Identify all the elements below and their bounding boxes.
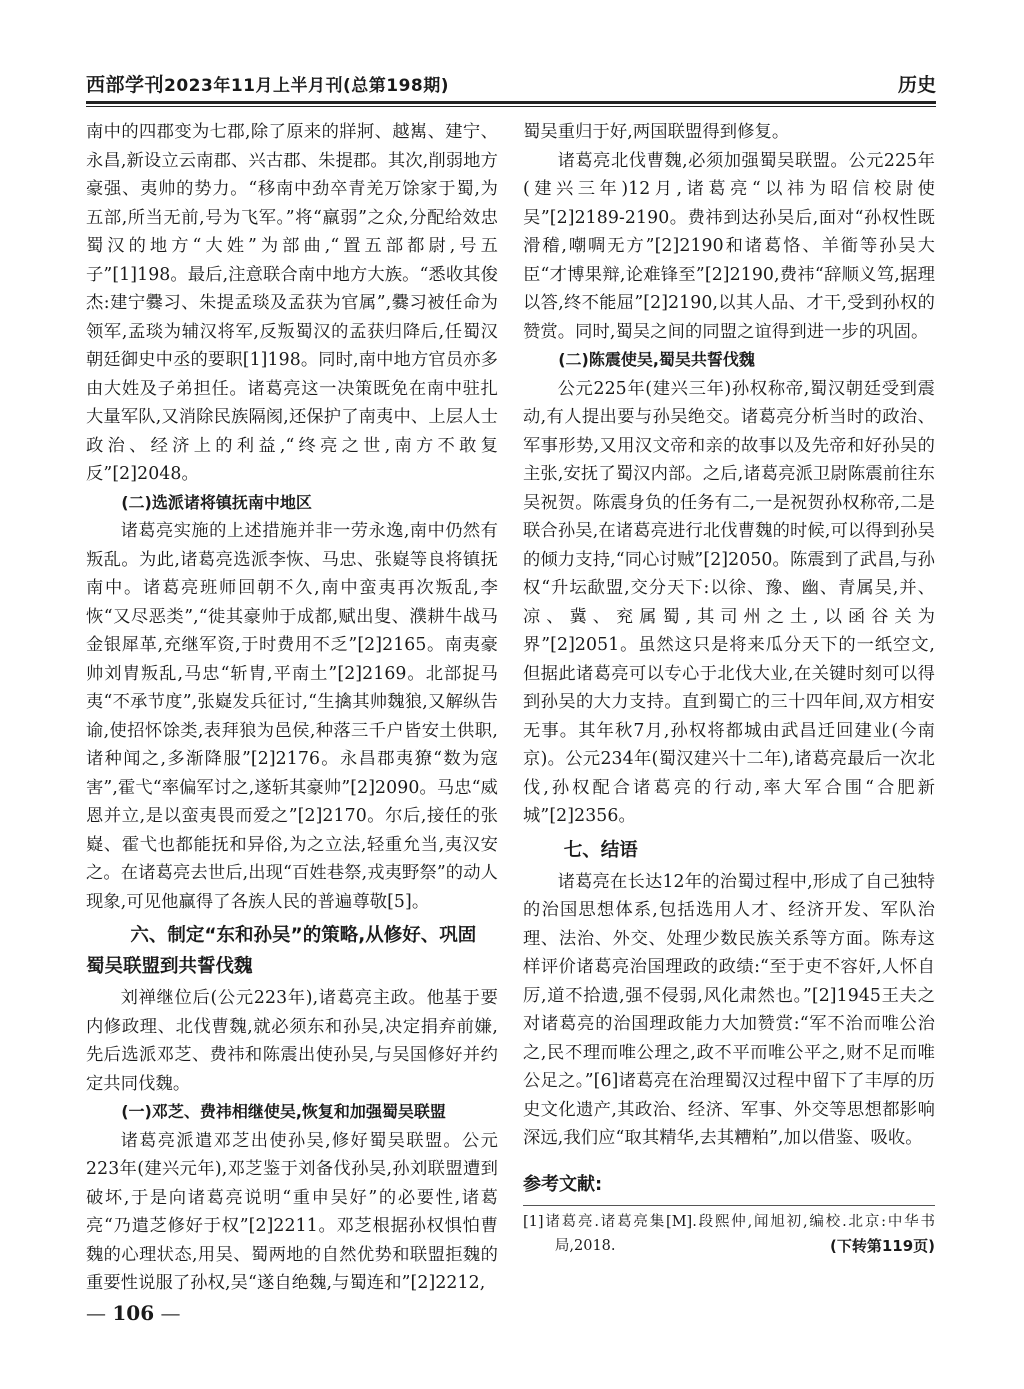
running-header: [86, 70, 936, 98]
page-number-dash: —: [86, 1301, 113, 1325]
paragraph: 诸葛亮在长达12年的治蜀过程中,形成了自己独特的治国思想体系,包括选用人才、经济开发、军队治理、法治、外交、处理少数民族关系等方面。陈寿这样评价诸葛亮治国理政的政绩:“至于吏不容奸,人怀自厉,道不拾遗,强不侵弱,风化肃然也。”[2]1945王夫之对诸葛亮的治国理政能力大加赞赏:“军不治而唯公治之,民不理而唯公理之,政不平而唯公平之,财不足而唯公足之。”[6]诸葛亮在治理蜀汉过程中留下了丰厚的历史文化遗产,其政治、经济、军事、外交等思想都影响深远,我们应“取其精华,去其糟粕”,加以借鉴、吸收。: [523, 871, 935, 1148]
section-heading: [86, 920, 498, 982]
section-heading-line1: 六、制定“东和孙吴”的策略,从修好、巩固: [130, 925, 477, 946]
issue-info: 2023年11月上半月刊(总第198期): [164, 76, 450, 96]
page-number-value: 106: [112, 1301, 155, 1325]
header-rule-thick: [86, 101, 936, 104]
left-column: [86, 118, 498, 1298]
continued-note: (下转第119页): [829, 1236, 935, 1255]
section-name: 历史: [897, 74, 936, 96]
page-number-dash: —: [154, 1301, 181, 1325]
paragraph: 蜀吴重归于好,两国联盟得到修复。: [523, 122, 790, 142]
right-column: [523, 118, 935, 1258]
paragraph: 诸葛亮派遣邓芝出使孙吴,修好蜀吴联盟。公元223年(建兴元年),邓芝鉴于刘备伐孙吴,孙刘联盟遭到破坏,于是向诸葛亮说明“重申吴好”的必要性,诸葛亮“乃遣芝修好于权”[2]2211。邓芝根据孙权惧怕曹魏的心理状态,用吴、蜀两地的自然优势和联盟拒魏的重要性说服了孙权,吴“遂自绝魏,与蜀连和”[2]2212,: [86, 1130, 498, 1293]
journal-name: 西部学刊: [86, 74, 165, 96]
paragraph: 公元225年(建兴三年)孙权称帝,蜀汉朝廷受到震动,有人提出要与孙吴绝交。诸葛亮分析当时的政治、军事形势,又用汉文帝和亲的故事以及先帝和好孙吴的主张,安抚了蜀汉内部。之后,诸葛亮派卫尉陈震前往东吴祝贺。陈震身负的任务有二,一是祝贺孙权称帝,二是联合孙吴,在诸葛亮进行北伐曹魏的时候,可以得到孙吴的倾力支持,“同心讨贼”[2]2050。陈震到了武昌,与孙权“升坛歃盟,交分天下:以徐、豫、幽、青属吴,并、凉、冀、兖属蜀,其司州之土,以函谷关为界”[2]2051。虽然这只是将来瓜分天下的一纸空文,但据此诸葛亮可以专心于北伐大业,在关键时刻可以得到孙吴的大力支持。直到蜀亡的三十四年间,双方相安无事。其年秋7月,孙权将都城由武昌迁回建业(今南京)。公元234年(蜀汉建兴十二年),诸葛亮最后一次北伐,孙权配合诸葛亮的行动,率大军合围“合肥新城”[2]2356。: [523, 378, 935, 826]
reference-text: [1]诸葛亮.诸葛亮集[M].段熙仲,闻旭初,编校.北京:中华书局,2018.: [523, 1213, 935, 1254]
journal-title: [86, 70, 449, 97]
paragraph: 南中的四郡变为七郡,除了原来的牂牁、越嶲、建宁、永昌,新设立云南郡、兴古郡、朱提郡。其次,削弱地方豪强、夷帅的势力。“移南中劲卒青羌万馀家于蜀,为五部,所当无前,号为飞军。”将“羸弱”之众,分配给效忠蜀汉的地方“大姓”为部曲,“置五部都尉,号五子”[1]198。最后,注意联合南中地方大族。“悉收其俊杰:建宁爨习、朱提孟琰及孟获为官属”,爨习被任命为领军,孟琰为辅汉将军,反叛蜀汉的孟获归降后,任蜀汉朝廷御史中丞的要职[1]198。同时,南中地方官员亦多由大姓及子弟担任。诸葛亮这一决策既免在南中驻扎大量军队,又消除民族隔阂,还保护了南夷中、上层人士政治、经济上的利益,“终亮之世,南方不敢复反”[2]2048。: [86, 122, 498, 484]
references-rule: [523, 1205, 935, 1206]
subsection-heading: (二)选派诸将镇抚南中地区: [121, 492, 312, 512]
page-number: [86, 1301, 180, 1325]
subsection-heading: (一)邓芝、费祎相继使吴,恢复和加强蜀吴联盟: [121, 1102, 446, 1121]
subsection-heading: (二)陈震使吴,蜀吴共誓伐魏: [558, 350, 755, 369]
paragraph: 诸葛亮北伐曹魏,必须加强蜀吴联盟。公元225年(建兴三年)12月,诸葛亮“以祎为昭信校尉使吴”[2]2189-2190。费祎到达孙吴后,面对“孙权性既滑稽,嘲啁无方”[2]2190和诸葛恪、羊衜等孙吴大臣“才博果辩,论难锋至”[2]2190,费祎“辞顺义笃,据理以答,终不能屈”[2]2190,以其人品、才干,受到孙权的赞赏。同时,蜀吴之间的同盟之谊得到进一步的巩固。: [523, 150, 935, 342]
section-heading: 七、结语: [563, 839, 638, 861]
references-heading: 参考文献:: [523, 1173, 603, 1195]
paragraph: 刘禅继位后(公元223年),诸葛亮主政。他基于要内修政理、北伐曹魏,就必须东和孙吴,决定捐弃前嫌,先后选派邓芝、费祎和陈震出使孙吴,与吴国修好并约定共同伐魏。: [86, 988, 498, 1094]
paragraph: 诸葛亮实施的上述措施并非一劳永逸,南中仍然有叛乱。为此,诸葛亮选派李恢、马忠、张嶷等良将镇抚南中。诸葛亮班师回朝不久,南中蛮夷再次叛乱,李恢“又尽恶类”,“徙其豪帅于成都,赋出叟、濮耕牛战马金银犀革,充继军资,于时费用不乏”[2]2165。南夷豪帅刘胄叛乱,马忠“斩胄,平南土”[2]2169。北部捉马夷“不承节度”,张嶷发兵征讨,“生擒其帅魏狼,又解纵告谕,使招怀馀类,表拜狼为邑侯,种落三千户皆安土供职,诸种闻之,多渐降服”[2]2176。永昌郡夷獠“数为寇害”,霍弋“率偏军讨之,遂斩其豪帅”[2]2090。马忠“威恩并立,是以蛮夷畏而爱之”[2]2170。尔后,接任的张嶷、霍弋也都能抚和异俗,为之立法,轻重允当,夷汉安之。在诸葛亮去世后,出现“百姓巷祭,戎夷野祭”的动人现象,可见他赢得了各族人民的普遍尊敬[5]。: [86, 521, 498, 912]
header-rule-thin: [86, 106, 936, 107]
reference-item: [523, 1210, 935, 1258]
section-heading-line2: 蜀吴联盟到共誓伐魏: [86, 956, 253, 977]
